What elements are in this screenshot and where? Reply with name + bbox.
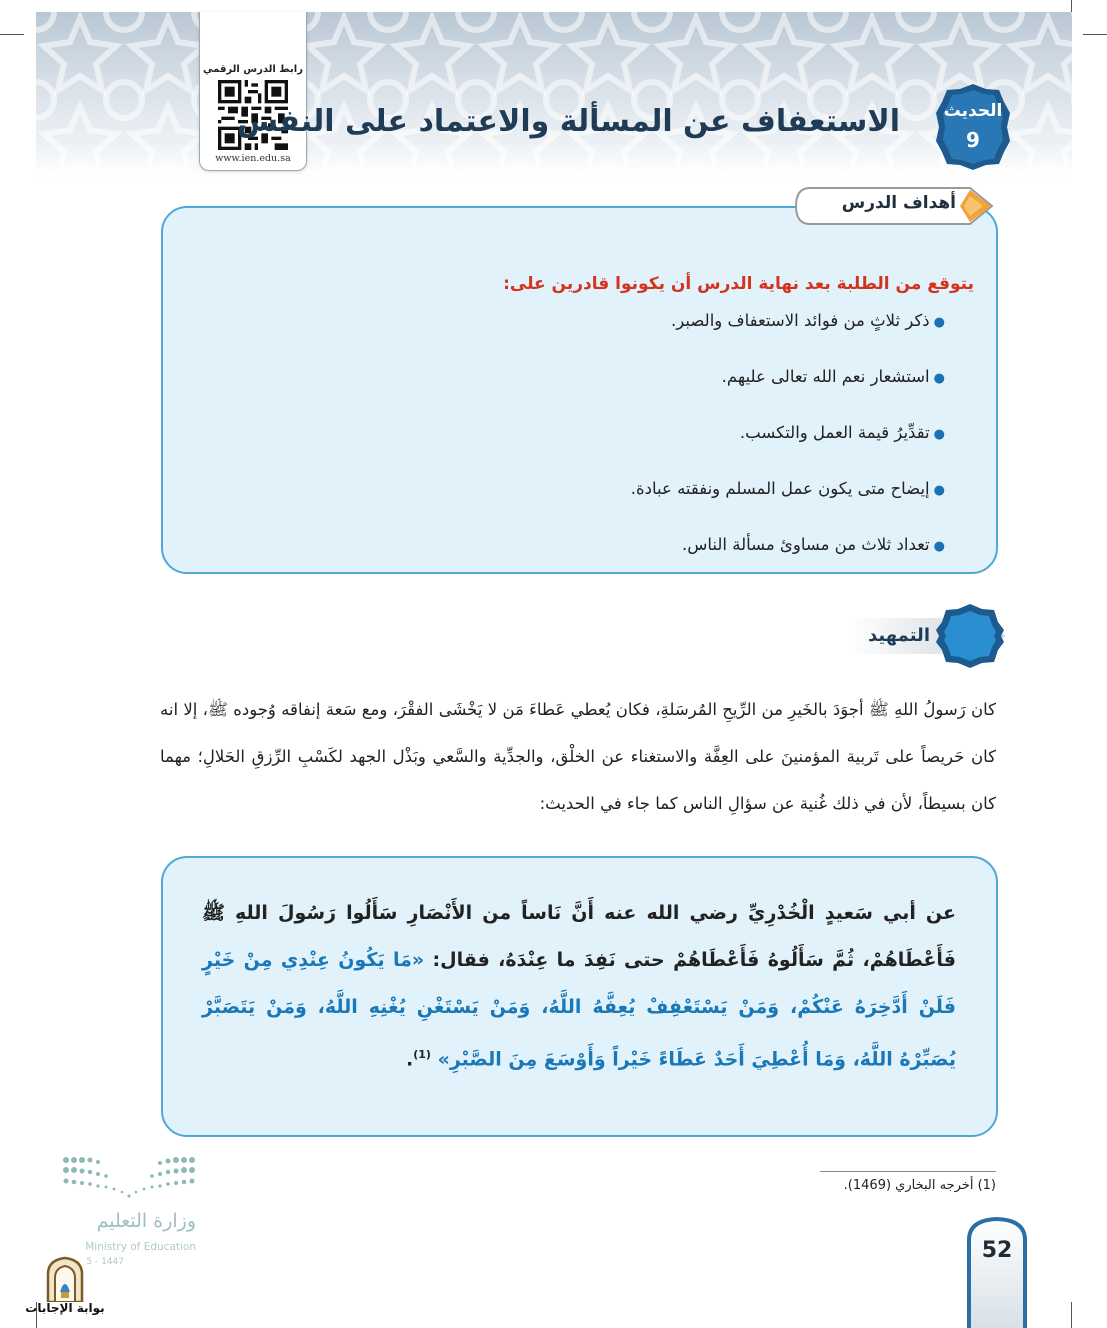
objective-item: ●ذكر ثلاثٍ من فوائد الاستعفاف والصبر. (671, 311, 945, 330)
bullet-icon: ● (933, 483, 945, 498)
hadith-end: . (406, 1048, 414, 1071)
preface-label: التمهيد (868, 625, 930, 646)
hadith-narration: عن أبي سَعيدٍ الْخُدْرِيِّ رضي الله عنه أَنَّ نَاساً من الأَنْصَارِ سَأَلُوا رَسُولَ اللهِ ﷺ فَأَعْطَاهُمْ، ثُمَّ سَأَلُوهُ فَأَعْطَاهُمْ حتى نَفِدَ ما عِنْدَهُ، فقال: (202, 902, 956, 971)
objective-item: ●تعداد ثلاث من مساوئ مسألة الناس. (681, 535, 945, 554)
page-number-tab (966, 1216, 1028, 1328)
hadith-quote: «مَا يَكُونُ عِنْدِي مِنْ خَيْرٍ فَلَنْ أَدَّخِرَهُ عَنْكُمْ، وَمَنْ يَسْتَعْفِفْ يُعِفَّهُ اللَّهُ، وَمَنْ يَسْتَغْنِ يُغْنِهِ اللَّهُ، وَمَنْ يَتَصَبَّرْ يُصَبِّرْهُ اللَّهُ، وَمَا أُعْطِيَ أَحَدٌ عَطَاءً خَيْراً وَأَوْسَعَ مِنَ الصَّبْرِ» (202, 949, 956, 1071)
objective-item: ●استشعار نعم الله تعالى عليهم. (721, 367, 945, 386)
preface-paragraph: كان رَسولُ اللهِ ﷺ أجوَدَ بالخَيرِ من الرِّيحِ المُرسَلةِ، فكان يُعطي عَطاءَ مَن لا يَخْشَى الفقْرَ، ومع سَعة إنفاقه وُجوده ﷺ، إلا انه كان حَريصاً على تَربية المؤمنينَ على العِفَّة والاستغناء عن الخلْق، والجدِّية والسَّعي وبَذْل الجهد لكَسْبِ الرِّزقِ الحَلالِ؛ مهما كان بسيطاً، لأن في ذلك غُنية عن سؤالِ الناس كما جاء في الحديث: (160, 700, 996, 813)
objectives-box (161, 206, 998, 574)
qr-url[interactable]: www.ien.edu.sa (215, 153, 291, 164)
qr-card[interactable] (199, 12, 307, 171)
hadith-text (202, 890, 956, 1083)
hadith-label: الحديث (943, 101, 1003, 121)
objectives-intro: يتوقع من الطلبة بعد نهاية الدرس أن يكونوا قادرين على: (503, 274, 974, 294)
watermark-text: بوابة الإجابات (25, 1301, 105, 1315)
ministry-name-english: Ministry of Education (85, 1241, 196, 1253)
footnote-divider (820, 1171, 996, 1172)
bullet-icon: ● (933, 315, 945, 330)
page-number: 52 (981, 1238, 1013, 1263)
bullet-icon: ● (933, 427, 945, 442)
ministry-name-arabic: وزارة التعليم (96, 1210, 196, 1232)
hadith-number: 9 (966, 128, 980, 152)
footnote-ref[interactable]: (1) (413, 1048, 431, 1061)
islamic-pattern-decoration (36, 12, 1072, 187)
hadith-number-badge (936, 84, 1010, 170)
objective-item: ●تقدِّيرُ قيمة العمل والتكسب. (739, 423, 945, 442)
crop-mark (1083, 34, 1107, 35)
bullet-icon: ● (933, 371, 945, 386)
objective-item: ●إيضاح متى يكون عمل المسلم ونفقته عبادة. (630, 479, 945, 498)
crop-mark (0, 34, 24, 35)
objectives-tab-label: أهداف الدرس (841, 193, 956, 213)
crop-mark (1071, 1302, 1072, 1328)
header-banner (36, 12, 1072, 187)
ministry-logo-icon (62, 1154, 196, 1200)
ministry-year: 5 - 1447 (86, 1257, 124, 1267)
bullet-icon: ● (933, 539, 945, 554)
lesson-title: الاستعفاف عن المسألة والاعتماد على النفس (236, 104, 900, 139)
footnote: (1) أخرجه البخاري (1469). (843, 1178, 996, 1193)
qr-caption: رابط الدرس الرقمي (203, 64, 303, 75)
watermark-gate-icon (44, 1256, 86, 1302)
